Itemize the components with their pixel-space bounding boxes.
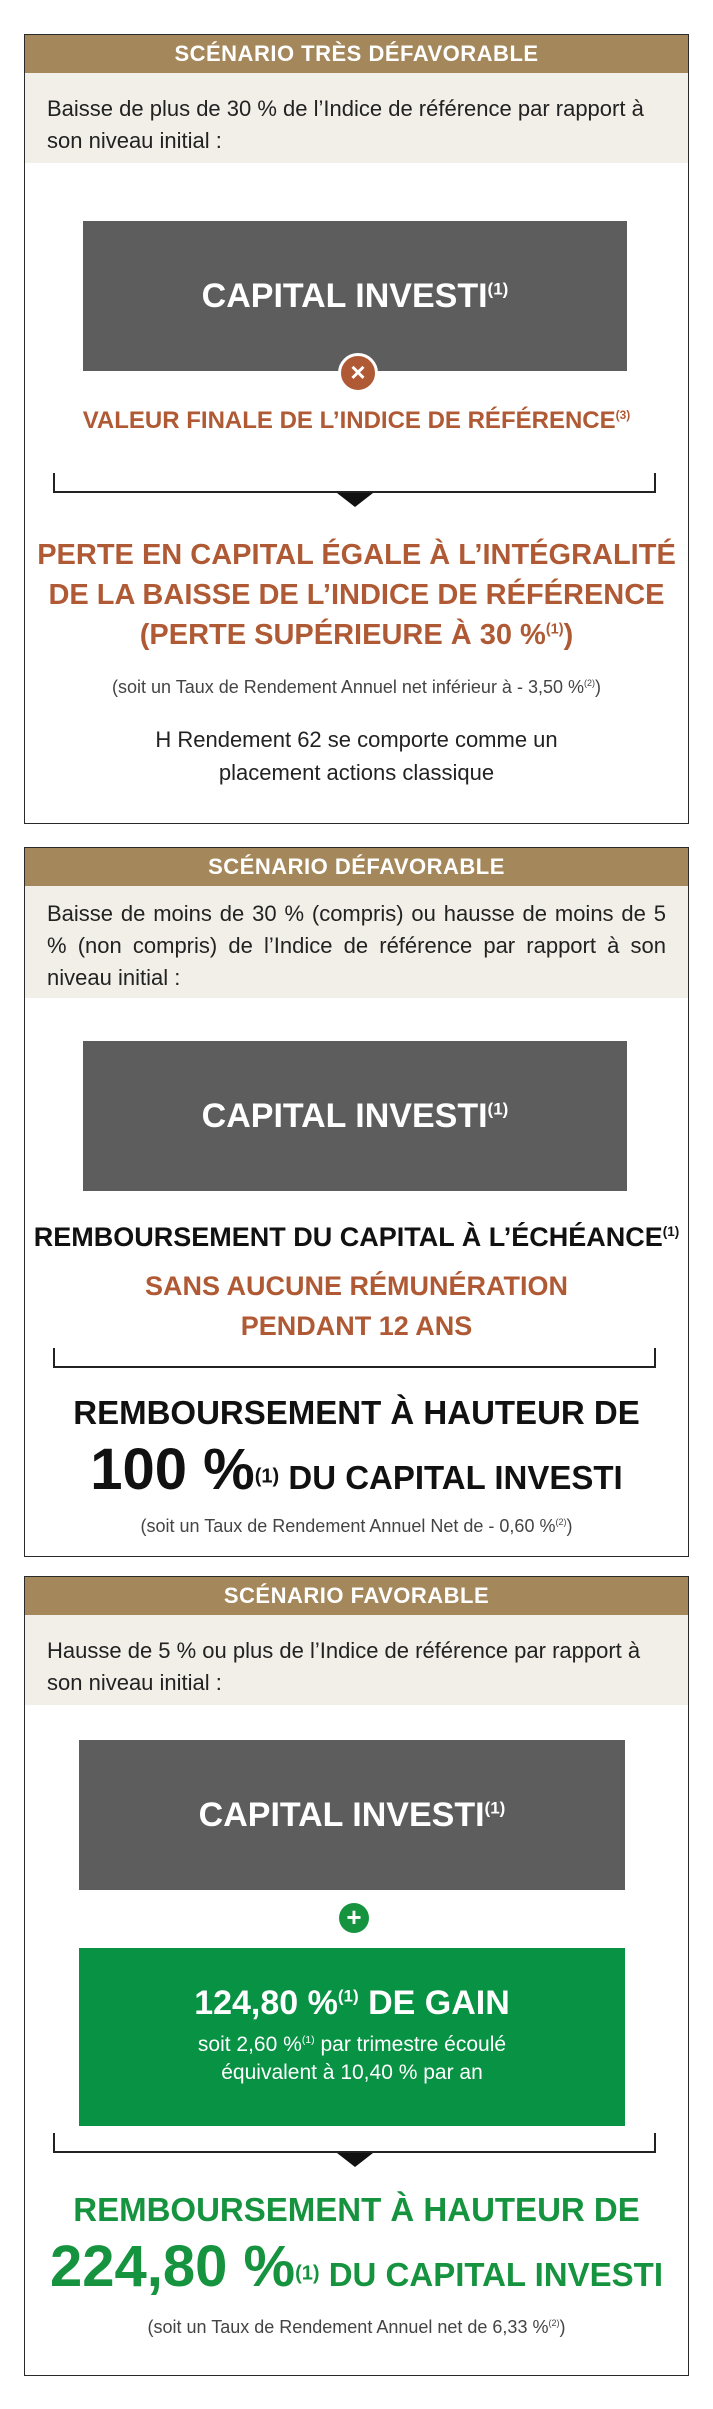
- rate-note-text: (soit un Taux de Rendement Annuel net inférieur à - 3,50 %: [112, 677, 584, 697]
- result-tail: DU CAPITAL INVESTI: [319, 2256, 664, 2293]
- bracket-divider: [53, 2133, 656, 2153]
- footnote-ref: (2): [555, 1517, 567, 1527]
- no-remuneration-line-1: SANS AUCUNE RÉMUNÉRATION: [144, 1271, 568, 1301]
- multiply-glyph: ×: [350, 357, 366, 387]
- final-index-value-text: VALEUR FINALE DE L’INDICE DE RÉFÉRENCE: [82, 407, 616, 434]
- footnote-ref: (1): [487, 1099, 509, 1119]
- footnote-ref: (1): [337, 1986, 359, 2006]
- result-heading: [25, 1394, 688, 1432]
- gain-per-year: équivalent à 10,40 % par an: [221, 2061, 483, 2084]
- rate-note-end: ): [559, 2317, 566, 2337]
- rate-note: [25, 677, 688, 698]
- scenario-favorable-card: [24, 1576, 689, 2376]
- repayment-text: REMBOURSEMENT DU CAPITAL À L’ÉCHÉANCE: [33, 1222, 663, 1252]
- result-amount: [25, 1436, 688, 1503]
- result-line-3-end: ): [563, 619, 574, 651]
- result-line-1: PERTE EN CAPITAL ÉGALE À L’INTÉGRALITÉ: [37, 539, 676, 571]
- scenario-comment: [25, 723, 688, 789]
- plus-icon: [339, 1903, 369, 1933]
- result-heading: [25, 535, 688, 655]
- footnote-ref: (1): [545, 621, 564, 638]
- footnote-ref: (1): [484, 1798, 506, 1818]
- rate-note-text: (soit un Taux de Rendement Annuel net de 6,33 %: [147, 2317, 549, 2337]
- multiply-icon: [338, 353, 378, 393]
- scenario-very-unfavorable-card: [24, 34, 689, 824]
- repayment-line: [25, 1222, 688, 1253]
- scenario-header: SCÉNARIO TRÈS DÉFAVORABLE: [25, 35, 688, 73]
- plus-glyph: +: [346, 1902, 362, 1932]
- scenario-unfavorable-card: [24, 847, 689, 1557]
- invested-capital-box: [83, 221, 627, 371]
- rate-note: [25, 1516, 688, 1537]
- bracket-divider: [53, 1348, 656, 1368]
- footnote-ref: (2): [583, 678, 595, 688]
- scenario-header: SCÉNARIO FAVORABLE: [25, 1577, 688, 1615]
- footnote-ref: (1): [487, 279, 509, 299]
- scenario-intro: Baisse de plus de 30 % de l’Indice de référence par rapport à son niveau initial :: [25, 73, 688, 163]
- down-arrow-icon: [337, 2153, 373, 2167]
- footnote-ref: (1): [301, 2034, 315, 2046]
- rate-note: [25, 2317, 688, 2338]
- invested-capital-box: [83, 1041, 627, 1191]
- rate-note-end: ): [566, 1516, 573, 1536]
- result-percentage: 224,80 %: [49, 2234, 296, 2299]
- gain-per-quarter: [79, 2033, 625, 2057]
- scenario-intro: Hausse de 5 % ou plus de l’Indice de référence par rapport à son niveau initial :: [25, 1615, 688, 1705]
- rate-note-text: (soit un Taux de Rendement Annuel Net de - 0,60 %: [140, 1516, 556, 1536]
- down-arrow-icon: [337, 493, 373, 507]
- invested-capital-label: CAPITAL INVESTI: [198, 1795, 485, 1834]
- result-line-3-text: (PERTE SUPÉRIEURE À 30 %: [139, 619, 546, 651]
- gain-title: [79, 1984, 625, 2023]
- result-tail: DU CAPITAL INVESTI: [279, 1459, 623, 1496]
- invested-capital-box: [79, 1740, 625, 1890]
- rate-note-end: ): [594, 677, 601, 697]
- gain-percentage: 124,80 %: [194, 1984, 338, 2022]
- gain-per-quarter-text: soit 2,60 %: [197, 2033, 302, 2056]
- footnote-ref: (1): [662, 1224, 680, 1239]
- footnote-ref: (1): [254, 1465, 280, 1488]
- result-line-1: REMBOURSEMENT À HAUTEUR DE: [73, 1394, 640, 1431]
- scenario-header: SCÉNARIO DÉFAVORABLE: [25, 848, 688, 886]
- comment-line-1: H Rendement 62 se comporte comme un: [155, 727, 558, 752]
- result-heading: [25, 2191, 688, 2229]
- result-percentage: 100 %: [90, 1437, 255, 1502]
- final-index-value-label: [25, 407, 688, 435]
- footnote-ref: (3): [615, 408, 631, 422]
- gain-per-quarter-tail: par trimestre écoulé: [314, 2033, 507, 2056]
- no-remuneration: [25, 1266, 688, 1346]
- footnote-ref: (2): [548, 2318, 560, 2328]
- no-remuneration-line-2: PENDANT 12 ANS: [240, 1311, 473, 1341]
- scenario-intro: Baisse de moins de 30 % (compris) ou hausse de moins de 5 % (non compris) de l’Indice de référence par rapport à son niveau initial :: [25, 886, 688, 998]
- result-amount: [25, 2233, 688, 2300]
- result-line-2: DE LA BAISSE DE L’INDICE DE RÉFÉRENCE: [48, 579, 665, 611]
- bracket-divider: [53, 473, 656, 493]
- invested-capital-label: CAPITAL INVESTI: [201, 276, 488, 315]
- comment-line-2: placement actions classique: [218, 760, 495, 785]
- gain-box: [79, 1948, 625, 2126]
- result-line-3: [25, 615, 688, 655]
- gain-title-tail: DE GAIN: [358, 1984, 510, 2022]
- result-line-1: REMBOURSEMENT À HAUTEUR DE: [73, 2191, 640, 2228]
- footnote-ref: (1): [295, 2262, 320, 2285]
- invested-capital-label: CAPITAL INVESTI: [201, 1096, 488, 1135]
